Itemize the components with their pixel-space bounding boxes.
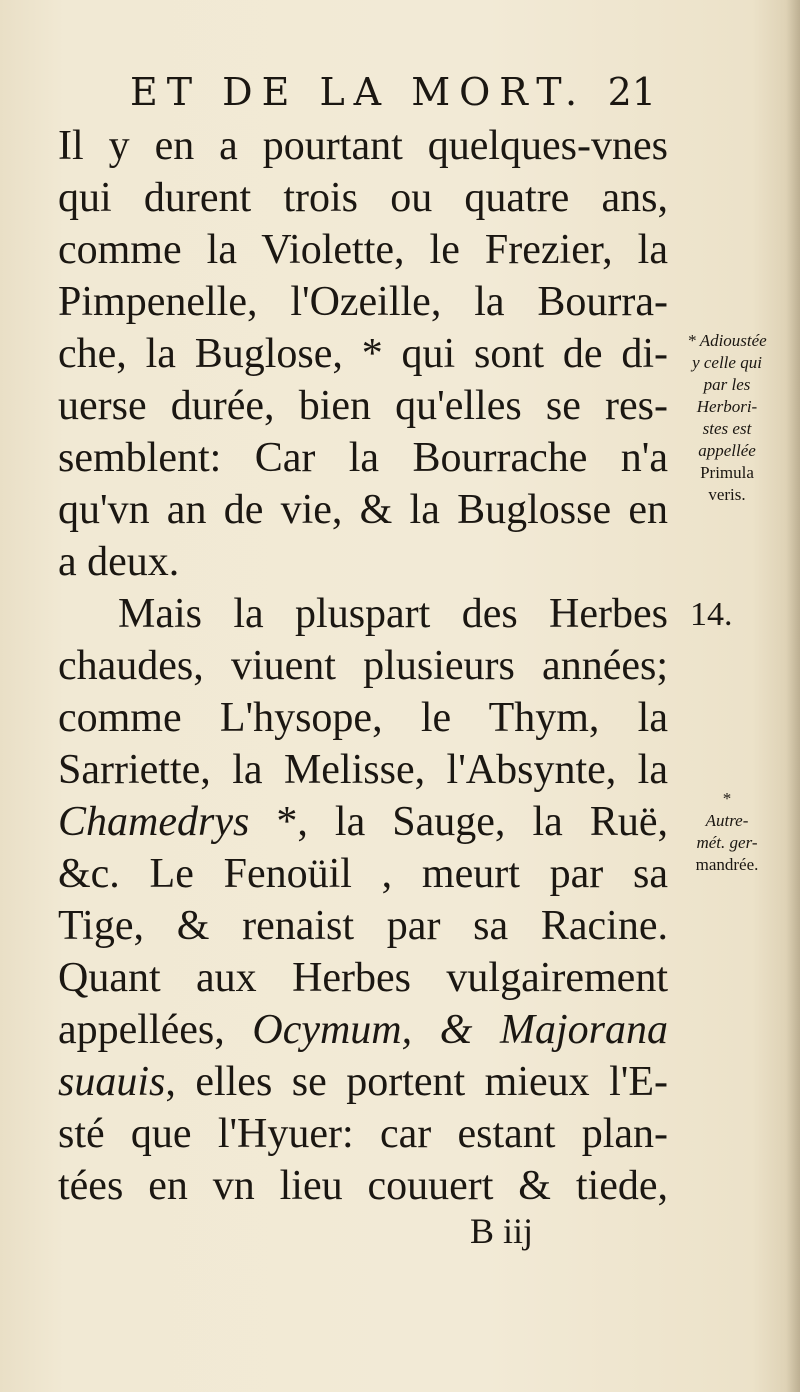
margin-note-line: * xyxy=(722,789,732,808)
margin-note-line: par les xyxy=(703,375,751,394)
text-line: comme L'hysope, le Thym, la xyxy=(58,695,668,741)
margin-note-line: y celle qui xyxy=(692,353,762,372)
running-title: ET DE LA MORT. xyxy=(130,70,587,114)
margin-note-line: mandrée. xyxy=(695,855,759,874)
page-header xyxy=(130,70,670,120)
text-segment: appellées, xyxy=(58,1007,253,1053)
text-line: uerse durée, bien qu'elles se res- xyxy=(58,383,668,429)
page-number: 21 xyxy=(607,70,656,114)
section-number: 14. xyxy=(690,596,733,633)
text-line xyxy=(58,1004,668,1056)
italic-segment: suauis xyxy=(58,1059,166,1105)
margin-note-primula xyxy=(668,330,786,506)
text-segment: *, la Sauge, la Ruë, xyxy=(249,799,668,845)
text-line: che, la Buglose, * qui sont de di- xyxy=(58,331,668,377)
text-line: Mais la pluspart des Herbes xyxy=(118,591,668,637)
text-line: semblent: Car la Bourrache n'a xyxy=(58,435,668,481)
text-segment: , elles se portent mieux l'E- xyxy=(165,1059,668,1105)
margin-note-line: * Adioustée xyxy=(687,331,767,350)
margin-note-line: stes est xyxy=(702,419,752,438)
text-line xyxy=(58,1056,668,1108)
italic-segment: Ocymum, & Majorana xyxy=(252,1007,669,1053)
text-line: sté que l'Hyuer: car estant plan- xyxy=(58,1111,668,1157)
margin-note-line: veris. xyxy=(708,485,746,504)
margin-note-line: mét. ger- xyxy=(696,833,758,852)
text-line: chaudes, viuent plusieurs années; xyxy=(58,643,668,689)
text-line: Il y en a pourtant quelques-vnes xyxy=(58,123,668,169)
text-line: qu'vn an de vie, & la Buglosse en xyxy=(58,487,668,533)
text-line: Pimpenelle, l'Ozeille, la Bourra- xyxy=(58,279,668,325)
text-line: Tige, & renaist par sa Racine. xyxy=(58,903,668,949)
margin-note-line: Autre- xyxy=(705,811,749,830)
text-line: comme la Violette, le Frezier, la xyxy=(58,227,668,273)
text-line: &c. Le Fenoüil , meurt par sa xyxy=(58,851,668,897)
margin-note-line: Primula xyxy=(700,463,754,482)
text-line: Sarriette, la Melisse, l'Absynte, la xyxy=(58,747,668,793)
text-line: a deux. xyxy=(58,539,180,585)
body-text xyxy=(58,120,668,1212)
margin-note-germandree xyxy=(668,788,786,876)
italic-segment: Chamedrys xyxy=(58,799,250,845)
text-line: Quant aux Herbes vulgairement xyxy=(58,955,668,1001)
margin-note-line: Herbori- xyxy=(696,397,758,416)
text-line xyxy=(58,796,668,848)
text-line: tées en vn lieu couuert & tiede, xyxy=(58,1163,668,1209)
signature-mark: B iij xyxy=(470,1211,534,1251)
page-edge-shadow xyxy=(786,0,800,1392)
margin-note-line: appellée xyxy=(698,441,756,460)
text-line: qui durent trois ou quatre ans, xyxy=(58,175,668,221)
